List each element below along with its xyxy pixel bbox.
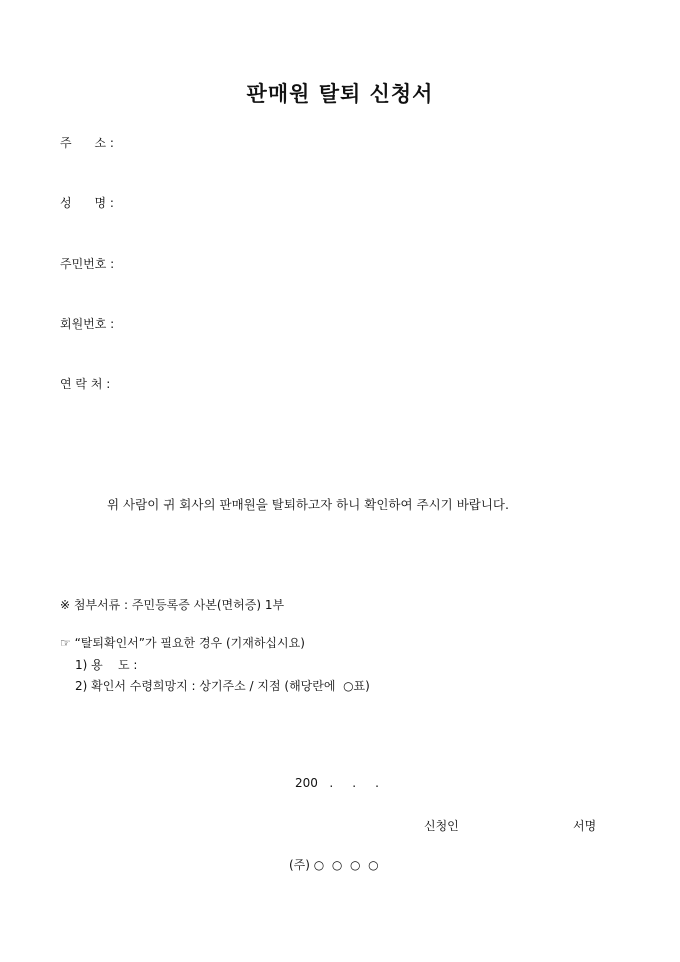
signature-label: 서명	[573, 819, 597, 833]
date-line: 200 . . .	[295, 776, 379, 790]
request-statement: 위 사람이 귀 회사의 판매원을 탈퇴하고자 하니 확인하여 주시기 바랍니다.	[107, 497, 509, 512]
receipt-location-item: 2) 확인서 수령희망지 : 상기주소 / 지점 (해당란에 ○표)	[75, 679, 370, 693]
member-number-label: 회원번호 :	[60, 317, 115, 331]
address-label: 주 소 :	[60, 136, 114, 150]
resident-number-field	[60, 255, 114, 272]
contact-label: 연 락 처 :	[60, 377, 111, 391]
address-field	[60, 134, 114, 151]
confirmation-heading: ☞ “탈퇴확인서”가 필요한 경우 (기재하십시요)	[60, 636, 305, 650]
name-label: 성 명 :	[60, 196, 114, 210]
purpose-item: 1) 용 도 :	[75, 658, 138, 672]
applicant-label: 신청인	[424, 819, 459, 833]
contact-field	[60, 375, 110, 392]
company-name: (주) ○ ○ ○ ○	[289, 858, 379, 872]
page-title: 판매원 탈퇴 신청서	[246, 81, 434, 106]
member-number-field	[60, 315, 114, 332]
attachment-note: ※ 첨부서류 : 주민등록증 사본(면허증) 1부	[60, 598, 285, 612]
resident-number-label: 주민번호 :	[60, 257, 115, 271]
name-field	[60, 194, 114, 211]
